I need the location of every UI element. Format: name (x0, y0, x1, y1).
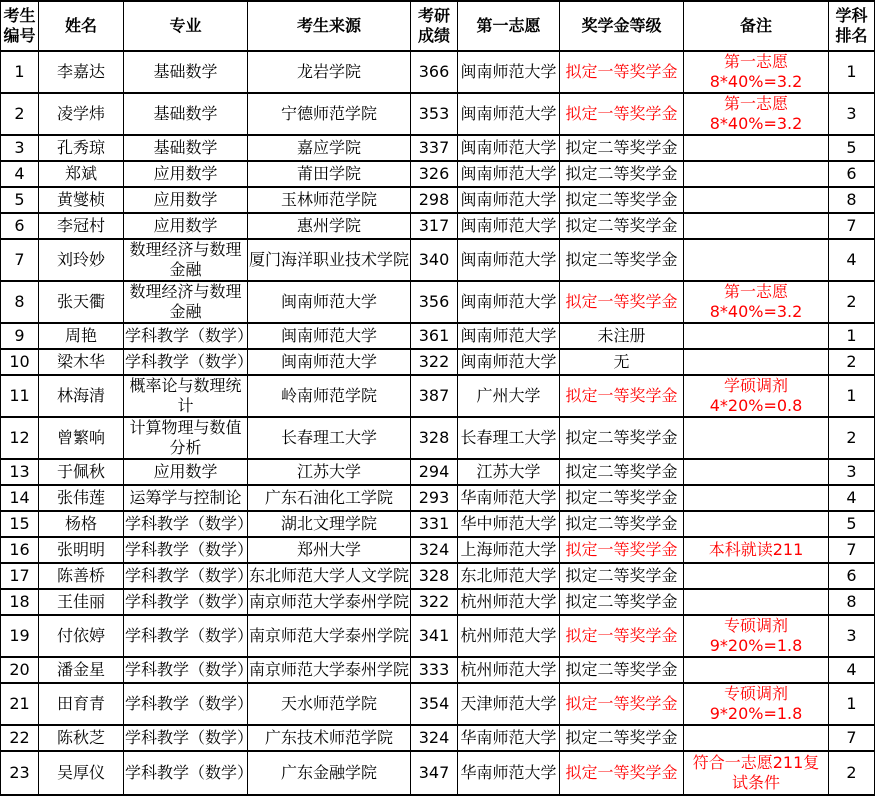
cell-scholarship: 拟定二等奖学金 (560, 563, 684, 589)
cell-source: 闽南师范大学 (248, 349, 411, 375)
cell-source: 东北师范大学人文学院 (248, 563, 411, 589)
cell-no: 9 (1, 323, 39, 349)
cell-name: 杨格 (39, 511, 124, 537)
table-row (1, 93, 875, 135)
table-row (1, 51, 875, 93)
cell-rank: 4 (829, 657, 875, 683)
table-row (1, 323, 875, 349)
table-row (1, 187, 875, 213)
column-header-source: 考生来源 (248, 1, 411, 51)
cell-rank: 6 (829, 563, 875, 589)
cell-no: 22 (1, 725, 39, 751)
cell-scholarship: 拟定二等奖学金 (560, 161, 684, 187)
cell-scholarship: 拟定二等奖学金 (560, 417, 684, 459)
cell-first_choice: 闽南师范大学 (458, 213, 560, 239)
cell-major: 学科教学（数学） (124, 323, 248, 349)
cell-name: 刘玲妙 (39, 239, 124, 281)
cell-rank: 4 (829, 239, 875, 281)
column-header-remark: 备注 (684, 1, 829, 51)
cell-score: 387 (411, 375, 458, 417)
cell-no: 15 (1, 511, 39, 537)
cell-major: 学科教学（数学） (124, 589, 248, 615)
cell-rank: 2 (829, 417, 875, 459)
cell-major: 数理经济与数理金融 (124, 281, 248, 323)
cell-major: 应用数学 (124, 459, 248, 485)
cell-name: 于佩秋 (39, 459, 124, 485)
cell-remark: 符合一志愿211复试条件 (684, 751, 829, 795)
cell-score: 340 (411, 239, 458, 281)
cell-source: 南京师范大学泰州学院 (248, 657, 411, 683)
table-row (1, 751, 875, 795)
cell-name: 李冠村 (39, 213, 124, 239)
cell-score: 322 (411, 589, 458, 615)
cell-rank: 2 (829, 349, 875, 375)
table-row (1, 485, 875, 511)
cell-no: 17 (1, 563, 39, 589)
cell-major: 数理经济与数理金融 (124, 239, 248, 281)
cell-no: 18 (1, 589, 39, 615)
cell-scholarship: 拟定二等奖学金 (560, 725, 684, 751)
cell-source: 广东金融学院 (248, 751, 411, 795)
cell-name: 凌学炜 (39, 93, 124, 135)
cell-source: 广东技术师范学院 (248, 725, 411, 751)
cell-name: 陈秋芝 (39, 725, 124, 751)
cell-first_choice: 杭州师范大学 (458, 589, 560, 615)
cell-remark (684, 323, 829, 349)
cell-scholarship: 拟定一等奖学金 (560, 51, 684, 93)
cell-scholarship: 拟定二等奖学金 (560, 657, 684, 683)
table-row (1, 375, 875, 417)
column-header-scholarship: 奖学金等级 (560, 1, 684, 51)
cell-remark (684, 349, 829, 375)
cell-no: 23 (1, 751, 39, 795)
cell-source: 南京师范大学泰州学院 (248, 615, 411, 657)
cell-score: 326 (411, 161, 458, 187)
cell-first_choice: 闽南师范大学 (458, 187, 560, 213)
table-row (1, 683, 875, 725)
cell-first_choice: 闽南师范大学 (458, 349, 560, 375)
cell-score: 366 (411, 51, 458, 93)
cell-source: 长春理工大学 (248, 417, 411, 459)
cell-remark (684, 725, 829, 751)
cell-rank: 8 (829, 187, 875, 213)
cell-score: 298 (411, 187, 458, 213)
cell-rank: 3 (829, 459, 875, 485)
cell-first_choice: 东北师范大学 (458, 563, 560, 589)
cell-scholarship: 拟定二等奖学金 (560, 187, 684, 213)
cell-first_choice: 闽南师范大学 (458, 51, 560, 93)
cell-scholarship: 拟定二等奖学金 (560, 485, 684, 511)
cell-major: 学科教学（数学） (124, 725, 248, 751)
cell-name: 梁木华 (39, 349, 124, 375)
cell-name: 付依婷 (39, 615, 124, 657)
cell-source: 厦门海洋职业技术学院 (248, 239, 411, 281)
cell-source: 惠州学院 (248, 213, 411, 239)
cell-remark (684, 657, 829, 683)
cell-name: 陈善桥 (39, 563, 124, 589)
cell-name: 王佳丽 (39, 589, 124, 615)
cell-first_choice: 广州大学 (458, 375, 560, 417)
cell-score: 337 (411, 135, 458, 161)
cell-remark (684, 589, 829, 615)
cell-scholarship: 拟定二等奖学金 (560, 239, 684, 281)
cell-name: 李嘉达 (39, 51, 124, 93)
cell-rank: 7 (829, 213, 875, 239)
cell-no: 16 (1, 537, 39, 563)
cell-score: 354 (411, 683, 458, 725)
cell-rank: 3 (829, 93, 875, 135)
cell-scholarship: 拟定一等奖学金 (560, 281, 684, 323)
cell-name: 周艳 (39, 323, 124, 349)
cell-major: 运筹学与控制论 (124, 485, 248, 511)
cell-major: 概率论与数理统计 (124, 375, 248, 417)
table-header-row (1, 1, 875, 51)
cell-name: 吴厚仪 (39, 751, 124, 795)
cell-source: 岭南师范学院 (248, 375, 411, 417)
cell-rank: 6 (829, 161, 875, 187)
cell-major: 基础数学 (124, 51, 248, 93)
cell-source: 莆田学院 (248, 161, 411, 187)
table-row (1, 349, 875, 375)
cell-rank: 2 (829, 281, 875, 323)
cell-scholarship: 拟定二等奖学金 (560, 589, 684, 615)
cell-remark: 学硕调剂4*20%=0.8 (684, 375, 829, 417)
table-row (1, 417, 875, 459)
cell-name: 林海清 (39, 375, 124, 417)
cell-source: 龙岩学院 (248, 51, 411, 93)
cell-name: 张明明 (39, 537, 124, 563)
cell-scholarship: 拟定一等奖学金 (560, 615, 684, 657)
cell-scholarship: 拟定二等奖学金 (560, 511, 684, 537)
cell-source: 玉林师范学院 (248, 187, 411, 213)
cell-remark (684, 563, 829, 589)
cell-first_choice: 闽南师范大学 (458, 239, 560, 281)
cell-major: 基础数学 (124, 93, 248, 135)
cell-name: 张天衢 (39, 281, 124, 323)
table-row (1, 161, 875, 187)
cell-source: 南京师范大学泰州学院 (248, 589, 411, 615)
cell-score: 328 (411, 417, 458, 459)
cell-name: 田育青 (39, 683, 124, 725)
cell-remark (684, 511, 829, 537)
cell-remark (684, 213, 829, 239)
cell-score: 324 (411, 725, 458, 751)
cell-no: 3 (1, 135, 39, 161)
column-header-no: 考生 编号 (1, 1, 39, 51)
cell-major: 应用数学 (124, 161, 248, 187)
cell-no: 12 (1, 417, 39, 459)
cell-name: 张伟莲 (39, 485, 124, 511)
cell-first_choice: 闽南师范大学 (458, 93, 560, 135)
cell-first_choice: 江苏大学 (458, 459, 560, 485)
cell-scholarship: 拟定一等奖学金 (560, 751, 684, 795)
cell-score: 353 (411, 93, 458, 135)
table-row (1, 239, 875, 281)
cell-name: 孔秀琼 (39, 135, 124, 161)
cell-score: 322 (411, 349, 458, 375)
table-row (1, 589, 875, 615)
cell-source: 天水师范学院 (248, 683, 411, 725)
cell-major: 学科教学（数学） (124, 683, 248, 725)
cell-source: 宁德师范学院 (248, 93, 411, 135)
cell-no: 5 (1, 187, 39, 213)
cell-no: 20 (1, 657, 39, 683)
cell-remark (684, 161, 829, 187)
cell-remark (684, 417, 829, 459)
cell-remark (684, 187, 829, 213)
cell-first_choice: 闽南师范大学 (458, 281, 560, 323)
cell-score: 324 (411, 537, 458, 563)
cell-scholarship: 拟定一等奖学金 (560, 93, 684, 135)
cell-no: 11 (1, 375, 39, 417)
cell-no: 4 (1, 161, 39, 187)
cell-first_choice: 上海师范大学 (458, 537, 560, 563)
cell-rank: 7 (829, 725, 875, 751)
table-row (1, 135, 875, 161)
cell-name: 潘金星 (39, 657, 124, 683)
cell-no: 1 (1, 51, 39, 93)
cell-score: 333 (411, 657, 458, 683)
cell-major: 学科教学（数学） (124, 751, 248, 795)
cell-score: 347 (411, 751, 458, 795)
cell-score: 331 (411, 511, 458, 537)
column-header-first_choice: 第一志愿 (458, 1, 560, 51)
cell-source: 广东石油化工学院 (248, 485, 411, 511)
cell-scholarship: 未注册 (560, 323, 684, 349)
cell-remark (684, 459, 829, 485)
cell-scholarship: 拟定二等奖学金 (560, 459, 684, 485)
cell-first_choice: 华南师范大学 (458, 485, 560, 511)
cell-rank: 5 (829, 511, 875, 537)
cell-remark (684, 135, 829, 161)
cell-first_choice: 华中师范大学 (458, 511, 560, 537)
cell-source: 闽南师范大学 (248, 323, 411, 349)
cell-no: 2 (1, 93, 39, 135)
table-row (1, 459, 875, 485)
cell-remark (684, 239, 829, 281)
cell-score: 356 (411, 281, 458, 323)
cell-rank: 7 (829, 537, 875, 563)
cell-major: 计算物理与数值分析 (124, 417, 248, 459)
cell-first_choice: 华南师范大学 (458, 725, 560, 751)
cell-no: 7 (1, 239, 39, 281)
column-header-major: 专业 (124, 1, 248, 51)
cell-rank: 1 (829, 51, 875, 93)
cell-major: 学科教学（数学） (124, 537, 248, 563)
cell-score: 317 (411, 213, 458, 239)
cell-first_choice: 闽南师范大学 (458, 135, 560, 161)
cell-first_choice: 华南师范大学 (458, 751, 560, 795)
cell-first_choice: 闽南师范大学 (458, 161, 560, 187)
table-row (1, 657, 875, 683)
cell-major: 学科教学（数学） (124, 657, 248, 683)
cell-rank: 1 (829, 323, 875, 349)
cell-remark: 专硕调剂9*20%=1.8 (684, 683, 829, 725)
cell-source: 江苏大学 (248, 459, 411, 485)
cell-major: 应用数学 (124, 213, 248, 239)
cell-source: 湖北文理学院 (248, 511, 411, 537)
cell-rank: 2 (829, 751, 875, 795)
cell-major: 学科教学（数学） (124, 563, 248, 589)
cell-scholarship: 拟定一等奖学金 (560, 537, 684, 563)
cell-score: 361 (411, 323, 458, 349)
cell-score: 328 (411, 563, 458, 589)
cell-scholarship: 无 (560, 349, 684, 375)
cell-rank: 1 (829, 375, 875, 417)
cell-score: 341 (411, 615, 458, 657)
cell-rank: 8 (829, 589, 875, 615)
cell-no: 19 (1, 615, 39, 657)
cell-scholarship: 拟定一等奖学金 (560, 683, 684, 725)
cell-no: 13 (1, 459, 39, 485)
table-row (1, 563, 875, 589)
cell-rank: 5 (829, 135, 875, 161)
cell-major: 基础数学 (124, 135, 248, 161)
cell-no: 8 (1, 281, 39, 323)
table-row (1, 213, 875, 239)
cell-major: 学科教学（数学） (124, 615, 248, 657)
column-header-name: 姓名 (39, 1, 124, 51)
cell-remark: 第一志愿8*40%=3.2 (684, 281, 829, 323)
cell-no: 6 (1, 213, 39, 239)
cell-first_choice: 天津师范大学 (458, 683, 560, 725)
cell-score: 293 (411, 485, 458, 511)
table-row (1, 511, 875, 537)
table-row (1, 281, 875, 323)
cell-no: 14 (1, 485, 39, 511)
cell-remark: 专硕调剂9*20%=1.8 (684, 615, 829, 657)
cell-major: 应用数学 (124, 187, 248, 213)
cell-remark: 第一志愿8*40%=3.2 (684, 93, 829, 135)
cell-rank: 3 (829, 615, 875, 657)
cell-rank: 1 (829, 683, 875, 725)
cell-score: 294 (411, 459, 458, 485)
cell-first_choice: 长春理工大学 (458, 417, 560, 459)
cell-source: 闽南师范大学 (248, 281, 411, 323)
cell-scholarship: 拟定二等奖学金 (560, 135, 684, 161)
cell-name: 郑斌 (39, 161, 124, 187)
cell-source: 嘉应学院 (248, 135, 411, 161)
cell-scholarship: 拟定一等奖学金 (560, 375, 684, 417)
cell-name: 曾繁响 (39, 417, 124, 459)
cell-remark: 本科就读211 (684, 537, 829, 563)
cell-scholarship: 拟定二等奖学金 (560, 213, 684, 239)
cell-first_choice: 杭州师范大学 (458, 657, 560, 683)
cell-remark: 第一志愿8*40%=3.2 (684, 51, 829, 93)
cell-no: 21 (1, 683, 39, 725)
cell-major: 学科教学（数学） (124, 511, 248, 537)
cell-major: 学科教学（数学） (124, 349, 248, 375)
cell-no: 10 (1, 349, 39, 375)
cell-remark (684, 485, 829, 511)
cell-first_choice: 闽南师范大学 (458, 323, 560, 349)
cell-name: 黄燮桢 (39, 187, 124, 213)
table-row (1, 537, 875, 563)
header-row (1, 1, 875, 51)
cell-source: 郑州大学 (248, 537, 411, 563)
table-row (1, 615, 875, 657)
table-row (1, 725, 875, 751)
cell-first_choice: 杭州师范大学 (458, 615, 560, 657)
column-header-rank: 学科 排名 (829, 1, 875, 51)
column-header-score: 考研 成绩 (411, 1, 458, 51)
cell-rank: 4 (829, 485, 875, 511)
table-body (1, 51, 875, 795)
